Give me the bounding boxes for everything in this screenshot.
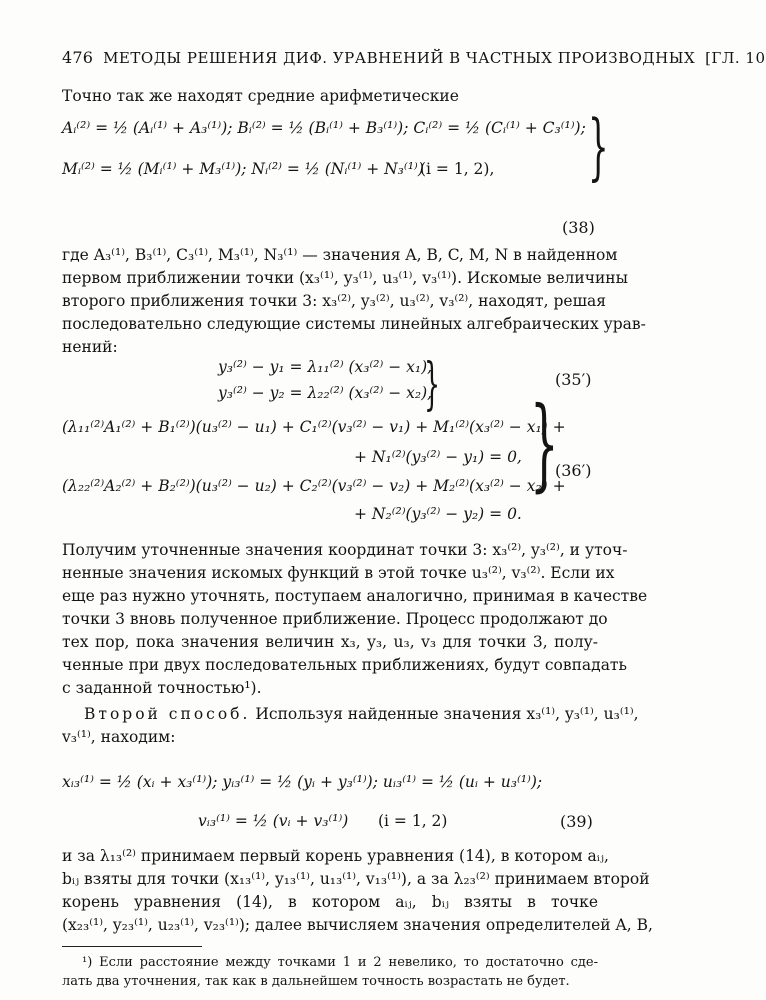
equation-39-row-1: xᵢ₃⁽¹⁾ = ½ (xᵢ + x₃⁽¹⁾); yᵢ₃⁽¹⁾ = ½ (yᵢ + y₃⁽¹⁾); uᵢ₃⁽¹⁾ = ½ (uᵢ + u₃⁽¹⁾); [62, 773, 543, 791]
page-number: 476 [62, 48, 94, 67]
footnote-line-1: ¹) Если расстояние между точками 1 и 2 невелико, то достаточно сде- [82, 955, 598, 970]
paragraph-1-line-2: первом приближении точки (x₃⁽¹⁾, y₃⁽¹⁾, u₃⁽¹⁾, v₃⁽¹⁾). Искомые величины [62, 269, 628, 287]
equation-38-row-1: Aᵢ⁽²⁾ = ½ (Aᵢ⁽¹⁾ + A₃⁽¹⁾); Bᵢ⁽²⁾ = ½ (Bᵢ⁽¹⁾ + B₃⁽¹⁾); Cᵢ⁽²⁾ = ½ (Cᵢ⁽¹⁾ + C₃⁽¹⁾); [62, 119, 586, 137]
paragraph-3-line-4: (x₂₃⁽¹⁾, y₂₃⁽¹⁾, u₂₃⁽¹⁾, v₂₃⁽¹⁾); далее вычисляем значения определителей A, B, [62, 916, 653, 934]
footnote-line-2: лать два уточнения, так как в дальнейшем точность возрастать не будет. [62, 974, 570, 989]
footnote-rule [62, 946, 202, 947]
right-brace: } [588, 104, 609, 188]
equation-35-row-1: y₃⁽²⁾ − y₁ = λ₁₁⁽²⁾ (x₃⁽²⁾ − x₁), [218, 358, 433, 376]
paragraph-2-line-4: точки 3 вновь полученное приближение. Процесс продолжают до [62, 610, 608, 628]
paragraph-1-line-1: где A₃⁽¹⁾, B₃⁽¹⁾, C₃⁽¹⁾, M₃⁽¹⁾, N₃⁽¹⁾ — значения A, B, C, M, N в найденном [62, 246, 618, 264]
second-method-text: Используя найденные значения x₃⁽¹⁾, y₃⁽¹⁾, u₃⁽¹⁾, [255, 705, 639, 723]
equation-35-row-2: y₃⁽²⁾ − y₂ = λ₂₂⁽²⁾ (x₃⁽²⁾ − x₂), [218, 384, 433, 402]
equation-39-number: (39) [560, 812, 593, 831]
paragraph-2-line-3: еще раз нужно уточнять, поступаем аналогично, принимая в качестве [62, 587, 648, 605]
equation-35-number: (35′) [555, 370, 592, 389]
paragraph-1-line-3: второго приближения точки 3: x₃⁽²⁾, y₃⁽²⁾, u₃⁽²⁾, v₃⁽²⁾, находят, решая [62, 292, 607, 310]
running-title: МЕТОДЫ РЕШЕНИЯ ДИФ. УРАВНЕНИЙ В ЧАСТНЫХ ПРОИЗВОДНЫХ [103, 49, 696, 67]
paragraph-3-line-2: bᵢⱼ взяты для точки (x₁₃⁽¹⁾, y₁₃⁽¹⁾, u₁₃⁽¹⁾, v₁₃⁽¹⁾), а за λ₂₃⁽²⁾ принимаем второй [62, 870, 650, 888]
paragraph-1-line-5: нений: [62, 338, 118, 356]
paragraph-2-line-1: Получим уточненные значения координат точки 3: x₃⁽²⁾, y₃⁽²⁾, и уточ- [62, 541, 628, 559]
paragraph-3-line-3: корень уравнения (14), в котором aᵢⱼ, bᵢⱼ взяты в точке [62, 893, 598, 911]
chapter-label: [ГЛ. 10 [705, 49, 766, 67]
equation-38-condition: (i = 1, 2), [420, 160, 495, 178]
equation-36-row-2: + N₁⁽²⁾(y₃⁽²⁾ − y₁) = 0, [354, 448, 522, 466]
paragraph-1-line-4: последовательно следующие системы линейных алгебраических урав- [62, 315, 646, 333]
intro-line: Точно так же находят средние арифметические [62, 87, 459, 105]
second-method-label: Второй способ. [84, 705, 251, 723]
running-header [62, 48, 766, 67]
second-method-line-1 [84, 704, 639, 724]
paragraph-3-line-1: и за λ₁₃⁽²⁾ принимаем первый корень уравнения (14), в котором aᵢⱼ, [62, 847, 609, 865]
equation-36-row-1: (λ₁₁⁽²⁾A₁⁽²⁾ + B₁⁽²⁾)(u₃⁽²⁾ − u₁) + C₁⁽²⁾(v₃⁽²⁾ − v₁) + M₁⁽²⁾(x₃⁽²⁾ − x₁) + [62, 418, 566, 436]
equation-38-row-2: Mᵢ⁽²⁾ = ½ (Mᵢ⁽¹⁾ + M₃⁽¹⁾); Nᵢ⁽²⁾ = ½ (Nᵢ⁽¹⁾ + N₃⁽¹⁾) [62, 160, 424, 178]
equation-38-number: (38) [562, 218, 595, 237]
paragraph-2-line-7: с заданной точностью¹). [62, 679, 262, 697]
equation-39-row-2: vᵢ₃⁽¹⁾ = ½ (vᵢ + v₃⁽¹⁾) [198, 812, 349, 830]
equation-39-condition: (i = 1, 2) [378, 812, 448, 830]
paragraph-2-line-6: ченные при двух последовательных приближениях, будут совпадать [62, 656, 627, 674]
equation-36-row-3: (λ₂₂⁽²⁾A₂⁽²⁾ + B₂⁽²⁾)(u₃⁽²⁾ − u₂) + C₂⁽²⁾(v₃⁽²⁾ − v₂) + M₂⁽²⁾(x₃⁽²⁾ − x₂) + [62, 477, 566, 495]
equation-36-number: (36′) [555, 461, 592, 480]
right-brace: } [530, 385, 559, 502]
equation-36-row-4: + N₂⁽²⁾(y₃⁽²⁾ − y₂) = 0. [354, 505, 522, 523]
right-brace: } [424, 352, 441, 417]
paragraph-2-line-2: ненные значения искомых функций в этой точке u₃⁽²⁾, v₃⁽²⁾. Если их [62, 564, 615, 582]
second-method-line-2: v₃⁽¹⁾, находим: [62, 728, 176, 746]
paragraph-2-line-5: тех пор, пока значения величин x₃, y₃, u₃, v₃ для точки 3, полу- [62, 633, 598, 651]
